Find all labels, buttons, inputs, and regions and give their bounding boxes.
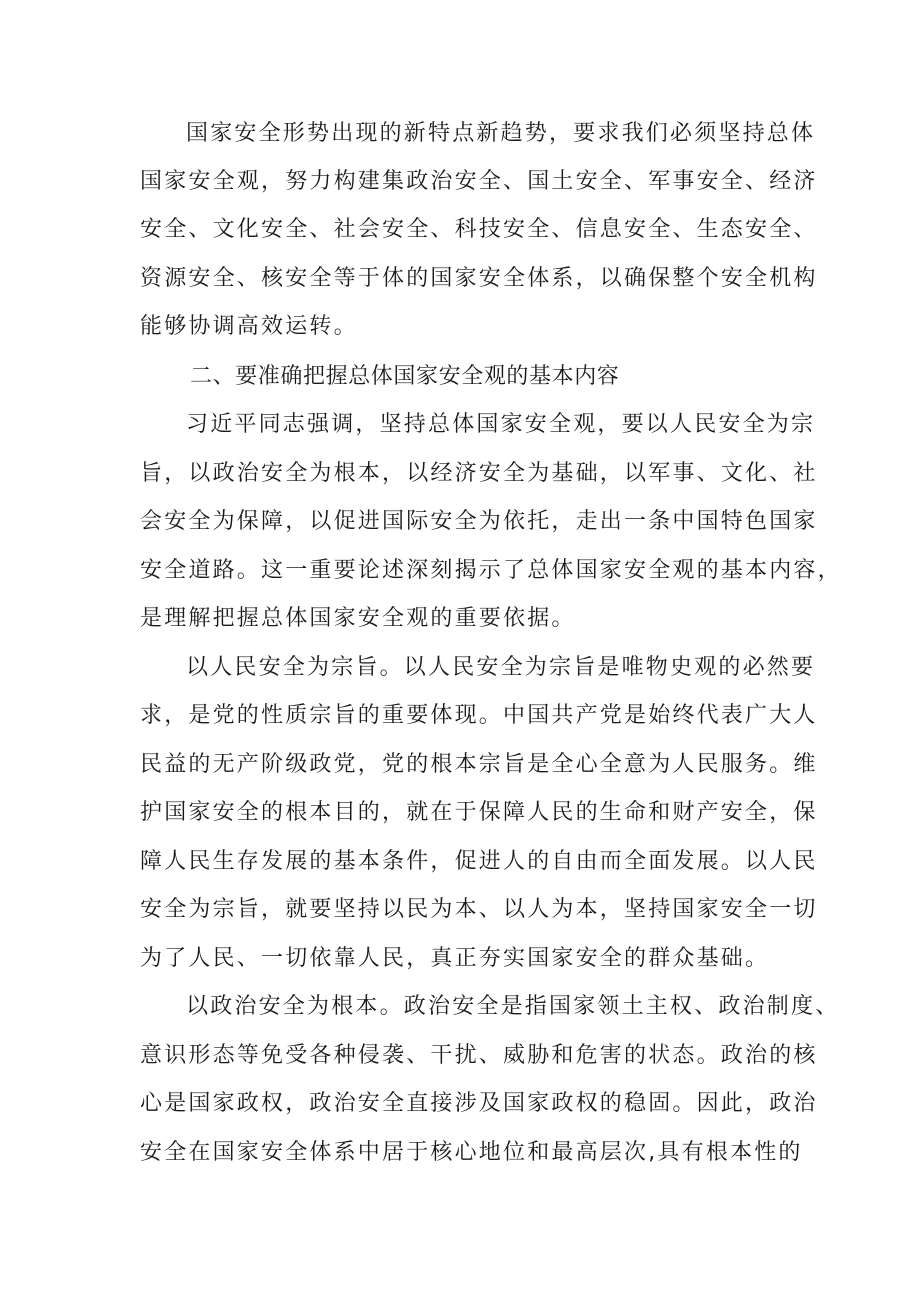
paragraph-3-line-1: 以人民安全为宗旨。以人民安全为宗旨是唯物史观的必然要 — [186, 655, 816, 680]
paragraph-1-line-3: 安全、文化安全、社会安全、科技安全、信息安全、生态安全、 — [140, 217, 818, 242]
paragraph-3-line-2: 求，是党的性质宗旨的重要体现。中国共产党是始终代表广大人 — [140, 703, 818, 728]
paragraph-3-line-5: 障人民生存发展的基本条件，促进人的自由而全面发展。以人民 — [140, 849, 818, 874]
paragraph-3-line-3: 民益的无产阶级政党，党的根本宗旨是全心全意为人民服务。维 — [140, 752, 818, 777]
paragraph-4-line-3: 心是国家政权，政治安全直接涉及国家政权的稳固。因此，政治 — [140, 1091, 818, 1116]
paragraph-1-line-4: 资源安全、核安全等于体的国家安全体系，以确保整个安全机构 — [140, 266, 818, 291]
paragraph-2-line-3: 会安全为保障，以促进国际安全为依托，走出一条中国特色国家 — [140, 509, 818, 534]
paragraph-4-line-1: 以政治安全为根本。政治安全是指国家领土主权、政治制度、 — [186, 994, 840, 1019]
paragraph-3-line-7: 为了人民、一切依靠人民，真正夯实国家安全的群众基础。 — [140, 946, 770, 971]
paragraph-4-line-4: 安全在国家安全体系中居于核心地位和最高层次,具有根本性的 — [140, 1140, 803, 1165]
paragraph-2-line-5: 是理解把握总体国家安全观的重要依据。 — [140, 606, 576, 631]
paragraph-2-line-4: 安全道路。这一重要论述深刻揭示了总体国家安全观的基本内容， — [140, 558, 842, 583]
paragraph-1-line-1: 国家安全形势出现的新特点新趋势，要求我们必须坚持总体 — [186, 121, 816, 146]
paragraph-1-line-2: 国家安全观，努力构建集政治安全、国土安全、军事安全、经济 — [140, 169, 818, 194]
section-heading: 二、要准确把握总体国家安全观的基本内容 — [190, 364, 620, 389]
paragraph-2-line-1: 习近平同志强调，坚持总体国家安全观，要以人民安全为宗 — [186, 412, 816, 437]
paragraph-4-line-2: 意识形态等免受各种侵袭、干扰、威胁和危害的状态。政治的核 — [140, 1043, 818, 1068]
paragraph-2-line-2: 旨，以政治安全为根本，以经济安全为基础，以军事、文化、社 — [140, 461, 818, 486]
paragraph-1-line-5: 能够协调高效运转。 — [140, 314, 358, 339]
paragraph-3-line-4: 护国家安全的根本目的，就在于保障人民的生命和财产安全，保 — [140, 800, 818, 825]
paragraph-3-line-6: 安全为宗旨，就要坚持以民为本、以人为本，坚持国家安全一切 — [140, 897, 818, 922]
